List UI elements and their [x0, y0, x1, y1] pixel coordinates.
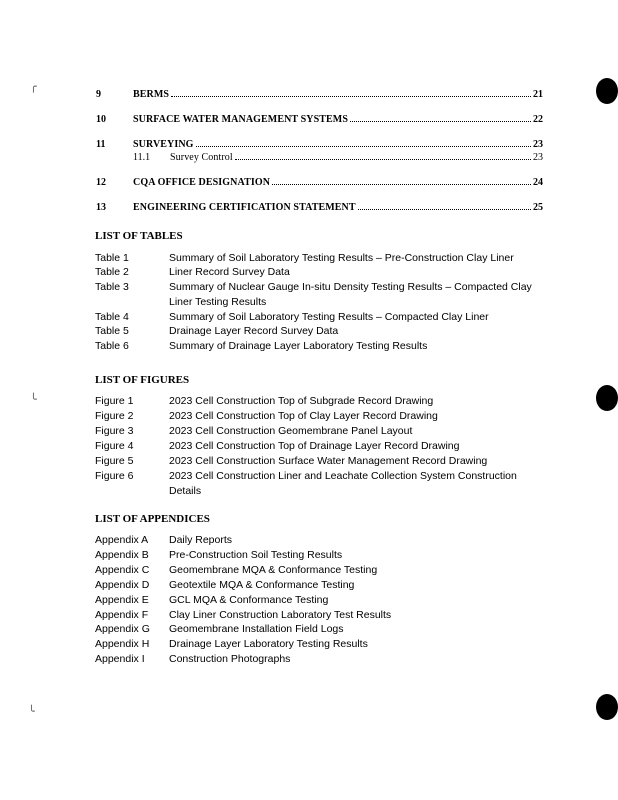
appendix-caption: Geotextile MQA & Conformance Testing: [169, 579, 355, 591]
scan-mark: ╰: [28, 705, 35, 718]
table-list-item[interactable]: [95, 324, 544, 339]
table-caption: Summary of Drainage Layer Laboratory Testing Results: [169, 340, 428, 352]
appendix-label: Appendix E: [95, 594, 149, 606]
table-caption: Summary of Soil Laboratory Testing Results – Pre-Construction Clay Liner: [169, 252, 514, 264]
appendix-list-item[interactable]: [95, 622, 544, 637]
toc-page: 23: [533, 139, 543, 150]
toc-leader: [358, 209, 531, 210]
toc-entry[interactable]: [96, 177, 543, 188]
toc-leader: [350, 121, 531, 122]
table-caption: Summary of Nuclear Gauge In-situ Density Testing Results – Compacted Clay Liner Testing Results: [169, 281, 532, 308]
appendix-caption: Geomembrane MQA & Conformance Testing: [169, 564, 378, 576]
figure-list-item[interactable]: [95, 469, 544, 499]
table-label: Table 5: [95, 325, 129, 337]
toc-title: BERMS: [133, 89, 170, 100]
toc-sub-title: Survey Control: [170, 152, 233, 163]
punch-hole: [596, 694, 618, 720]
appendix-list-item[interactable]: [95, 637, 544, 652]
appendix-list-item[interactable]: [95, 548, 544, 563]
toc-sub-number: 11.1: [133, 152, 151, 163]
toc-page: 25: [533, 202, 543, 213]
toc-entry[interactable]: [96, 202, 543, 213]
figure-caption: 2023 Cell Construction Top of Subgrade Record Drawing: [169, 395, 434, 407]
table-list-item[interactable]: [95, 251, 544, 266]
appendix-list-item[interactable]: [95, 578, 544, 593]
figure-list-item[interactable]: [95, 454, 544, 469]
appendix-list-item[interactable]: [95, 593, 544, 608]
figure-caption: 2023 Cell Construction Surface Water Management Record Drawing: [169, 455, 488, 467]
table-label: Table 4: [95, 311, 129, 323]
appendix-caption: Geomembrane Installation Field Logs: [169, 623, 344, 635]
appendix-label: Appendix G: [95, 623, 150, 635]
appendix-caption: GCL MQA & Conformance Testing: [169, 594, 329, 606]
table-caption: Summary of Soil Laboratory Testing Results – Compacted Clay Liner: [169, 311, 489, 323]
toc-leader: [171, 96, 531, 97]
figure-label: Figure 2: [95, 410, 134, 422]
appendix-caption: Drainage Layer Laboratory Testing Results: [169, 638, 368, 650]
appendix-caption: Construction Photographs: [169, 653, 291, 665]
figure-list-item[interactable]: [95, 394, 544, 409]
toc-entry[interactable]: [96, 114, 543, 125]
toc-number: 10: [96, 114, 106, 125]
figure-caption: 2023 Cell Construction Geomembrane Panel Layout: [169, 425, 413, 437]
appendix-caption: Clay Liner Construction Laboratory Test Results: [169, 609, 392, 621]
table-caption: Liner Record Survey Data: [169, 266, 290, 278]
appendix-label: Appendix D: [95, 579, 150, 591]
figure-caption: 2023 Cell Construction Top of Clay Layer Record Drawing: [169, 410, 438, 422]
appendix-label: Appendix F: [95, 609, 149, 621]
toc-page: 22: [533, 114, 543, 125]
appendix-caption: Pre-Construction Soil Testing Results: [169, 549, 343, 561]
appendix-label: Appendix C: [95, 564, 150, 576]
figure-caption: 2023 Cell Construction Liner and Leachate Collection System Construction Details: [169, 470, 517, 497]
appendix-label: Appendix B: [95, 549, 149, 561]
table-list-item[interactable]: [95, 310, 544, 325]
table-list-item[interactable]: [95, 280, 544, 310]
appendix-list-item[interactable]: [95, 652, 544, 667]
toc-entry[interactable]: [96, 139, 543, 150]
table-list-item[interactable]: [95, 339, 544, 354]
toc-leader: [235, 159, 531, 160]
toc-title: SURFACE WATER MANAGEMENT SYSTEMS: [133, 114, 348, 125]
toc-leader: [272, 184, 531, 185]
appendix-list-item[interactable]: [95, 563, 544, 578]
figure-list-item[interactable]: [95, 409, 544, 424]
figures-heading: LIST OF FIGURES: [95, 374, 190, 386]
figure-label: Figure 1: [95, 395, 134, 407]
figure-label: Figure 6: [95, 470, 134, 482]
punch-hole: [596, 385, 618, 411]
toc-subentry[interactable]: [133, 152, 543, 163]
punch-hole: [596, 78, 618, 104]
toc-leader: [196, 146, 531, 147]
table-label: Table 1: [95, 252, 129, 264]
toc-number: 11: [96, 139, 106, 150]
table-label: Table 6: [95, 340, 129, 352]
toc-entry[interactable]: [96, 89, 543, 100]
figure-caption: 2023 Cell Construction Top of Drainage Layer Record Drawing: [169, 440, 460, 452]
toc-number: 12: [96, 177, 106, 188]
appendix-list-item[interactable]: [95, 608, 544, 623]
figure-list-item[interactable]: [95, 439, 544, 454]
toc-page: 24: [533, 177, 543, 188]
scan-mark: ╭: [30, 80, 37, 93]
appendix-label: Appendix I: [95, 653, 145, 665]
toc-sub-page: 23: [533, 152, 543, 163]
toc-title: CQA OFFICE DESIGNATION: [133, 177, 271, 188]
table-caption: Drainage Layer Record Survey Data: [169, 325, 339, 337]
appendix-label: Appendix H: [95, 638, 150, 650]
table-list-item[interactable]: [95, 265, 544, 280]
scan-mark: ╰: [30, 393, 37, 406]
toc-page: 21: [533, 89, 543, 100]
figure-list-item[interactable]: [95, 424, 544, 439]
appendix-caption: Daily Reports: [169, 534, 233, 546]
figure-label: Figure 3: [95, 425, 134, 437]
toc-title: ENGINEERING CERTIFICATION STATEMENT: [133, 202, 356, 213]
table-label: Table 3: [95, 281, 129, 293]
figure-label: Figure 4: [95, 440, 134, 452]
appendix-label: Appendix A: [95, 534, 149, 546]
tables-heading: LIST OF TABLES: [95, 230, 183, 242]
toc-number: 9: [96, 89, 101, 100]
appendix-list-item[interactable]: [95, 533, 544, 548]
figure-label: Figure 5: [95, 455, 134, 467]
appendices-heading: LIST OF APPENDICES: [95, 513, 210, 525]
table-label: Table 2: [95, 266, 129, 278]
toc-title: SURVEYING: [133, 139, 194, 150]
toc-number: 13: [96, 202, 106, 213]
